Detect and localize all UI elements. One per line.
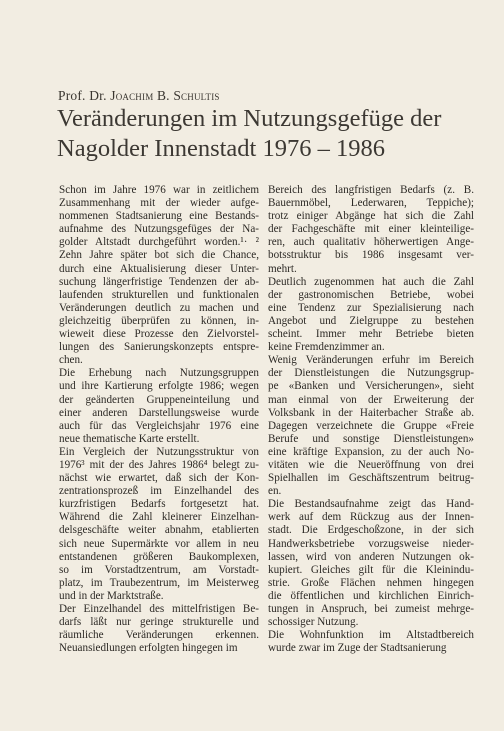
text-line: der gastronomischen Betriebe, wobei	[268, 288, 474, 301]
article-title	[57, 104, 477, 164]
text-line: 1976³ mit der des Jahres 1986⁴ belegt zu-	[59, 458, 259, 471]
text-line: Bereich des langfristigen Bedarfs (z. B.	[268, 184, 474, 196]
text-line: eine kräftige Expansion, zu der auch No-	[268, 445, 474, 458]
text-line: lungen des Sanierungskonzepts entspre-	[59, 341, 259, 354]
text-line: vitäten wie die Neueröffnung von drei	[268, 458, 474, 471]
text-line: stadt. Die Erdgeschoßzone, in der sich	[268, 524, 474, 537]
text-line: durch eine Aktualisierung dieser Unter-	[59, 262, 259, 275]
text-line: und in der Marktstraße.	[59, 589, 164, 602]
text-line: Die Bestandsaufnahme zeigt das Hand-	[268, 498, 474, 511]
text-line: einer anderen Darstellungsweise wurde	[59, 406, 259, 419]
title-line: Nagolder Innenstadt 1976 – 1986	[57, 135, 385, 162]
text-line: pe «Banken und Versicherungen», sieht	[268, 380, 474, 393]
text-line: keine Fremdenzimmer an.	[268, 341, 385, 354]
text-line: wieweit diese Prozesse den Zielvorstel-	[59, 328, 259, 341]
text-line: suchung längerfristige Tendenzen der ab-	[59, 275, 259, 288]
text-line: Der Einzelhandel des mittelfristigen Be-	[59, 603, 259, 615]
paragraph	[268, 498, 474, 629]
text-line: aufnahme des Nutzungsgefüges der Na-	[59, 223, 259, 236]
text-line: Angebot und Zielgruppe zu bestehen	[268, 314, 474, 327]
paragraph	[59, 603, 259, 655]
paragraph	[268, 354, 474, 498]
text-line: lassen, wird von anderen Nutzungen ok-	[268, 550, 474, 563]
text-line: und ihre Kartierung erfolgte 1986; wegen	[59, 380, 259, 393]
text-line: Zusammenhang mit der wieder aufge-	[59, 197, 259, 210]
text-line: strie. Große Flächen nehmen hingegen	[268, 576, 474, 589]
text-line: Bauernmöbel, Lederwaren, Teppiche);	[268, 197, 474, 210]
text-line: chen.	[59, 354, 83, 367]
text-line: kupiert. Gleiches gilt für die Kleinindu-	[268, 563, 474, 576]
text-line: platz, im Traubezentrum, im Meisterweg	[59, 576, 259, 589]
text-line: gleichzeitig überprüfen zu können, in-	[59, 314, 259, 327]
text-line: eine Tendenz zur Spezialisierung nach	[268, 301, 474, 314]
paragraph	[59, 184, 259, 367]
text-line: Berufe und sonstige Dienstleistungen»	[268, 432, 474, 445]
text-line: nächst wie erwartet, daß sich der Kon-	[59, 472, 259, 485]
author-name: Joachim B. Schultis	[110, 88, 220, 103]
text-line: Wenig Veränderungen erfuhr im Bereich	[268, 354, 474, 367]
text-line: trotz einiger Abgänge hat sich die Zahl	[268, 210, 474, 223]
text-line: Veränderungen deutlich zu machen und	[59, 301, 259, 314]
text-line: delsgeschäfte weiter abnahm, etablierten	[59, 524, 259, 537]
text-line: kurzfristigen Bedarfs fortgesetzt hat.	[59, 498, 259, 511]
title-line: Veränderungen im Nutzungsgefüge der	[57, 105, 442, 132]
text-line: Schon im Jahre 1976 war in zeitlichem	[59, 184, 259, 196]
text-line: Handwerksbetriebe vorzugsweise nieder-	[268, 537, 474, 550]
paragraph	[59, 367, 259, 446]
text-line: räumliche Veränderungen erkennen.	[59, 629, 259, 642]
text-line: golder Altstadt durchgeführt worden.¹· ²	[59, 236, 259, 249]
text-line: neue thematische Karte erstellt.	[59, 432, 200, 445]
text-line: en.	[268, 485, 282, 498]
paragraph	[268, 276, 474, 355]
text-line: sich neue Supermärkte vor allem in neu	[59, 537, 259, 550]
text-line: Ein Vergleich der Nutzungsstruktur von	[59, 445, 259, 458]
paragraph	[59, 446, 259, 603]
text-line: laufenden strukturellen und funktionalen	[59, 288, 259, 301]
text-line: ren, auch qualitativ höherwertigen Ange-	[268, 236, 474, 249]
text-line: Die Erhebung nach Nutzungsgruppen	[59, 367, 259, 380]
text-line: Spielhallen im Geschäftszentrum beitrug-	[268, 472, 474, 485]
paragraph	[268, 184, 474, 276]
text-line: Zehn Jahre später bot sich die Chance,	[59, 249, 259, 262]
author-line	[58, 88, 220, 104]
right-text-column	[268, 184, 474, 655]
text-line: so im Vorstadtzentrum, am Vorstadt-	[59, 563, 259, 576]
text-line: werk auf dem Rückzug aus der Innen-	[268, 511, 474, 524]
text-line: der Fachgeschäfte mit einer kleinteilige-	[268, 223, 474, 236]
text-line: Die Wohnfunktion im Altstadtbereich	[268, 629, 474, 642]
text-line: auch für das Vergleichsjahr 1976 eine	[59, 419, 259, 432]
paragraph	[268, 629, 474, 655]
text-line: schossiger Nutzung.	[268, 616, 359, 629]
text-line: Volksbank in der Haiterbacher Straße ab.	[268, 406, 474, 419]
text-line: mehrt.	[268, 262, 297, 275]
text-line: Neuansiedlungen erfolgten hingegen im	[59, 642, 238, 655]
text-line: man einmal von der Erweiterung der	[268, 393, 474, 406]
text-line: Deutlich zugenommen hat auch die Zahl	[268, 275, 474, 288]
text-line: zentrationsprozeß im Einzelhandel des	[59, 485, 259, 498]
text-line: nommenen Stadtsanierung eine Bestands-	[59, 210, 259, 223]
text-line: darfs läßt nur geringe strukturelle und	[59, 616, 259, 629]
text-line: botsstruktur bis 1986 insgesamt ver-	[268, 249, 474, 262]
author-prefix: Prof. Dr.	[58, 88, 111, 103]
text-line: tungen in Anspruch, bei zumeist mehrge-	[268, 603, 474, 615]
text-line: Während die Zahl kleinerer Einzelhan-	[59, 511, 259, 524]
text-line: der Dienstleistungen die Nutzungsgrup-	[268, 367, 474, 380]
text-line: scheint. Immer mehr Betriebe bieten	[268, 328, 474, 341]
text-line: der geänderten Gruppeneinteilung und	[59, 393, 259, 406]
text-line: Dagegen verzeichnete die Gruppe «Freie	[268, 419, 474, 432]
left-text-column	[59, 184, 259, 655]
text-line: die öffentlichen und kirchlichen Einrich-	[268, 589, 474, 602]
text-line: wurde zwar im Zuge der Stadtsanierung	[268, 642, 447, 655]
text-line: entstandenen größeren Baukomplexen,	[59, 550, 259, 563]
